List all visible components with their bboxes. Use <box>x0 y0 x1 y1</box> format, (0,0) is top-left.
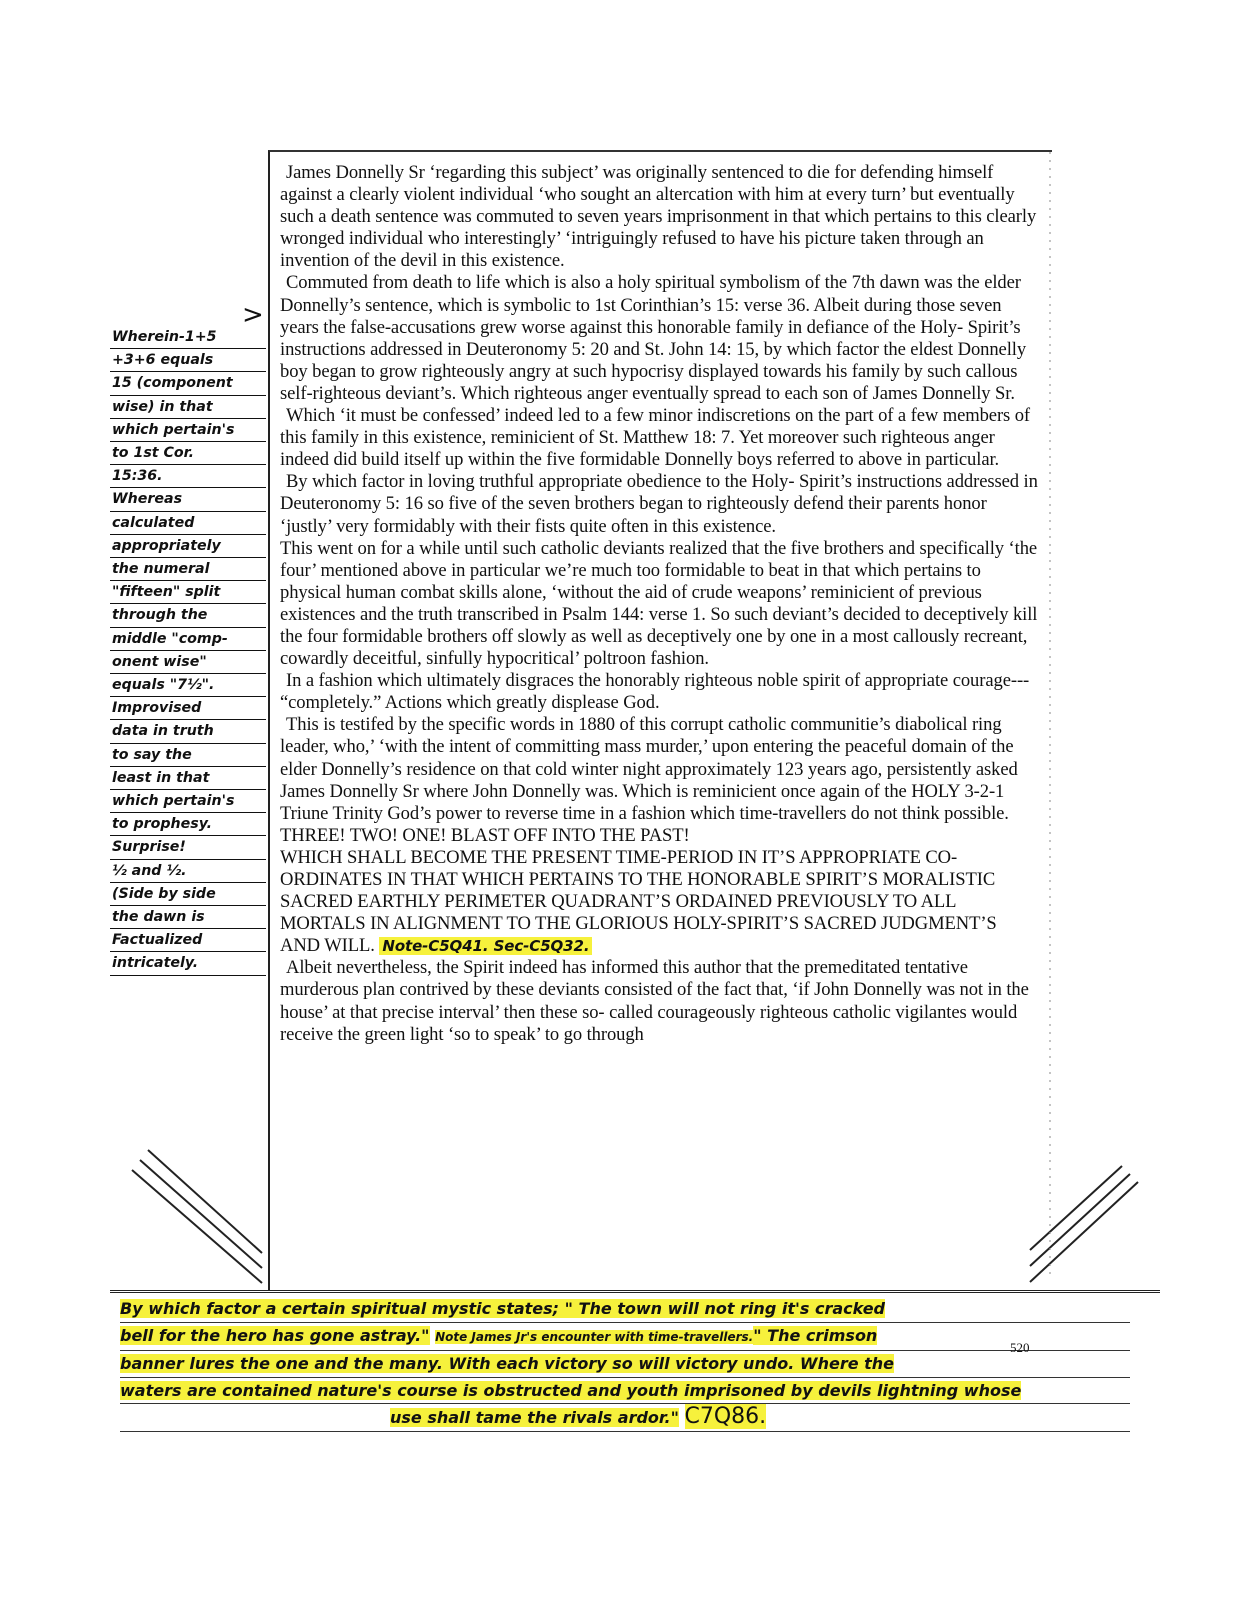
margin-note-line: wise) in that <box>110 396 266 419</box>
page-number: 520 <box>1010 1340 1030 1355</box>
margin-note-line: appropriately <box>110 535 266 558</box>
margin-note-line: "fifteen" split <box>110 581 266 604</box>
margin-note-line: 15 (component <box>110 372 266 395</box>
paragraph: Commuted from death to life which is also a holy spiritual symbolism of the 7th dawn was the elder Donnelly’s sentence, which is symbolic to 1st Corinthian’s 15: verse 36. Albeit during those seven years the false-accusations grew worse against this honorable family in defiance of the Holy- Spirit’s instructions addressed in Deuteronomy 5: 20 and St. John 14: 15, by which factor the eldest Donnelly boy began to grow righteously angry at such hypocrisy displayed towards his family by such callous self-righteous deviant’s. Which righteous anger eventually spread to each son of James Donnelly Sr. <box>280 272 1027 404</box>
paragraph: Which ‘it must be confessed’ indeed led to a few minor indiscretions on the part of a few members of this family in this existence, reminicient of St. Matthew 18: 7. Yet moreover such righteous anger indeed did build itself up within the five formidable Donnelly boys referred to above in particular. <box>280 405 1031 471</box>
margin-notes <box>110 326 266 976</box>
main-text <box>280 162 1040 1046</box>
margin-note-line: ½ and ½. <box>110 860 266 883</box>
section-divider <box>110 1290 1160 1293</box>
bottom-handwritten-note <box>120 1296 1130 1432</box>
margin-note-line: which pertain's <box>110 790 266 813</box>
margin-note-line: through the <box>110 604 266 627</box>
paragraph: This is testifed by the specific words in 1880 of this corrupt catholic communitie’s diabolical ring leader, who,’ ‘with the intent of committing mass murder,’ upon entering the peaceful domain of the elder Donnelly’s residence on that cold winter night approximately 123 years ago, persistently asked James Donnelly Sr where John Donnelly was. Which is reminicient once again of the HOLY 3-2-1 Triune Trinity God’s power to reverse time in a fashion which time-travellers do not think possible. <box>280 714 1018 824</box>
bottom-note-line: waters are contained nature's course is obstructed and youth imprisoned by devils lightning whose <box>120 1378 1130 1405</box>
margin-note-line: the dawn is <box>110 906 266 929</box>
margin-note-line: calculated <box>110 512 266 535</box>
code-mark: C7Q86. <box>684 1404 767 1429</box>
bottom-note-line: use shall tame the rivals ardor." C7Q86. <box>120 1404 1130 1432</box>
bottom-note-aside-tail: " The crimson <box>753 1325 878 1345</box>
paragraph: By which factor in loving truthful appropriate obedience to the Holy- Spirit’s instructions addressed in Deuteronomy 5: 16 so five of the seven brothers began to righteously defend their parents honor ‘justly’ very formidably with their fists quite often in this existence. <box>280 471 1038 537</box>
margin-note-line: to say the <box>110 744 266 767</box>
margin-note-line: onent wise" <box>110 651 266 674</box>
margin-note-line: (Side by side <box>110 883 266 906</box>
margin-note-line: +3+6 equals <box>110 349 266 372</box>
margin-note-line: which pertain's <box>110 419 266 442</box>
bottom-note-aside: Note James Jr's encounter with time-travellers. <box>435 1329 754 1344</box>
inline-note: Note-C5Q41. Sec-C5Q32. <box>379 937 592 955</box>
bottom-note-line: bell for the hero has gone astray." Note James Jr's encounter with time-travellers." The crimson <box>120 1323 1130 1352</box>
paragraph: THREE! TWO! ONE! BLAST OFF INTO THE PAST! <box>280 824 690 846</box>
margin-note-line: Surprise! <box>110 836 266 859</box>
bottom-note-line: By which factor a certain spiritual mystic states; " The town will not ring it's cracked <box>120 1296 1130 1323</box>
paragraph: This went on for a while until such catholic deviants realized that the five brothers and specifically ‘the four’ mentioned above in particular we’re much too formidable to beat in that which pertains to physical human combat skills alone, ‘without the aid of crude weapons’ reminicient of previous existences and the truth transcribed in Psalm 144: verse 1. So such deviant’s decided to deceptively kill the four formidable brothers off slowly as well as deceptively one by one in a most callously recreant, cowardly deceitful, sinfully hypocritical’ poltroon fashion. <box>280 537 1038 670</box>
margin-note-line: the numeral <box>110 558 266 581</box>
margin-note-line: least in that <box>110 767 266 790</box>
margin-note-line: intricately. <box>110 952 266 975</box>
paragraph: Albeit nevertheless, the Spirit indeed has informed this author that the premeditated tentative murderous plan contrived by these deviants consisted of the fact that, ‘if John Donnelly was not in the house’ at that precise interval’ then these so- called courageously righteous catholic vigilantes would receive the green light ‘so to speak’ to go through <box>280 957 1029 1045</box>
margin-note-line: Improvised <box>110 697 266 720</box>
paragraph: James Donnelly Sr ‘regarding this subject’ was originally sentenced to die for defending himself against a clearly violent individual ‘who sought an altercation with him at every turn’ but eventually such a death sentence was commuted to seven years imprisonment in that which pertains to this clearly wronged individual who interestingly’ ‘intriguingly refused to have his picture taken through an invention of the devil in this existence. <box>280 162 1037 272</box>
main-text-column <box>268 150 1052 1290</box>
margin-note-line: data in truth <box>110 720 266 743</box>
margin-note-line: Whereas <box>110 488 266 511</box>
margin-note-line: 15:36. <box>110 465 266 488</box>
margin-note-line: to 1st Cor. <box>110 442 266 465</box>
margin-note-line: middle "comp- <box>110 628 266 651</box>
paragraph: In a fashion which ultimately disgraces the honorably righteous noble spirit of appropriate courage--- “completely.” Actions which greatly displease God. <box>280 670 1030 714</box>
margin-note-line: Factualized <box>110 929 266 952</box>
margin-note-line: Wherein-1+5 <box>110 326 266 349</box>
bottom-note-line: banner lures the one and the many. With each victory so will victory undo. Where the <box>120 1351 1130 1378</box>
arrow-mark: > <box>242 300 264 330</box>
margin-note-line: to prophesy. <box>110 813 266 836</box>
caps-text: WHICH SHALL BECOME THE PRESENT TIME-PERIOD IN IT’S APPROPRIATE CO-ORDINATES IN THAT WHICH PERTAINS TO THE HONORABLE SPIRIT’S MORALISTIC SACRED EARTHLY PERIMETER QUADRANT’S ORDAINED PREVIOUSLY TO ALL MORTALS IN ALIGNMENT TO THE GLORIOUS HOLY-SPIRIT’S SACRED JUDGMENT’S AND WILL. <box>280 846 997 957</box>
caps-paragraph <box>280 847 1040 957</box>
margin-note-line: equals "7½". <box>110 674 266 697</box>
